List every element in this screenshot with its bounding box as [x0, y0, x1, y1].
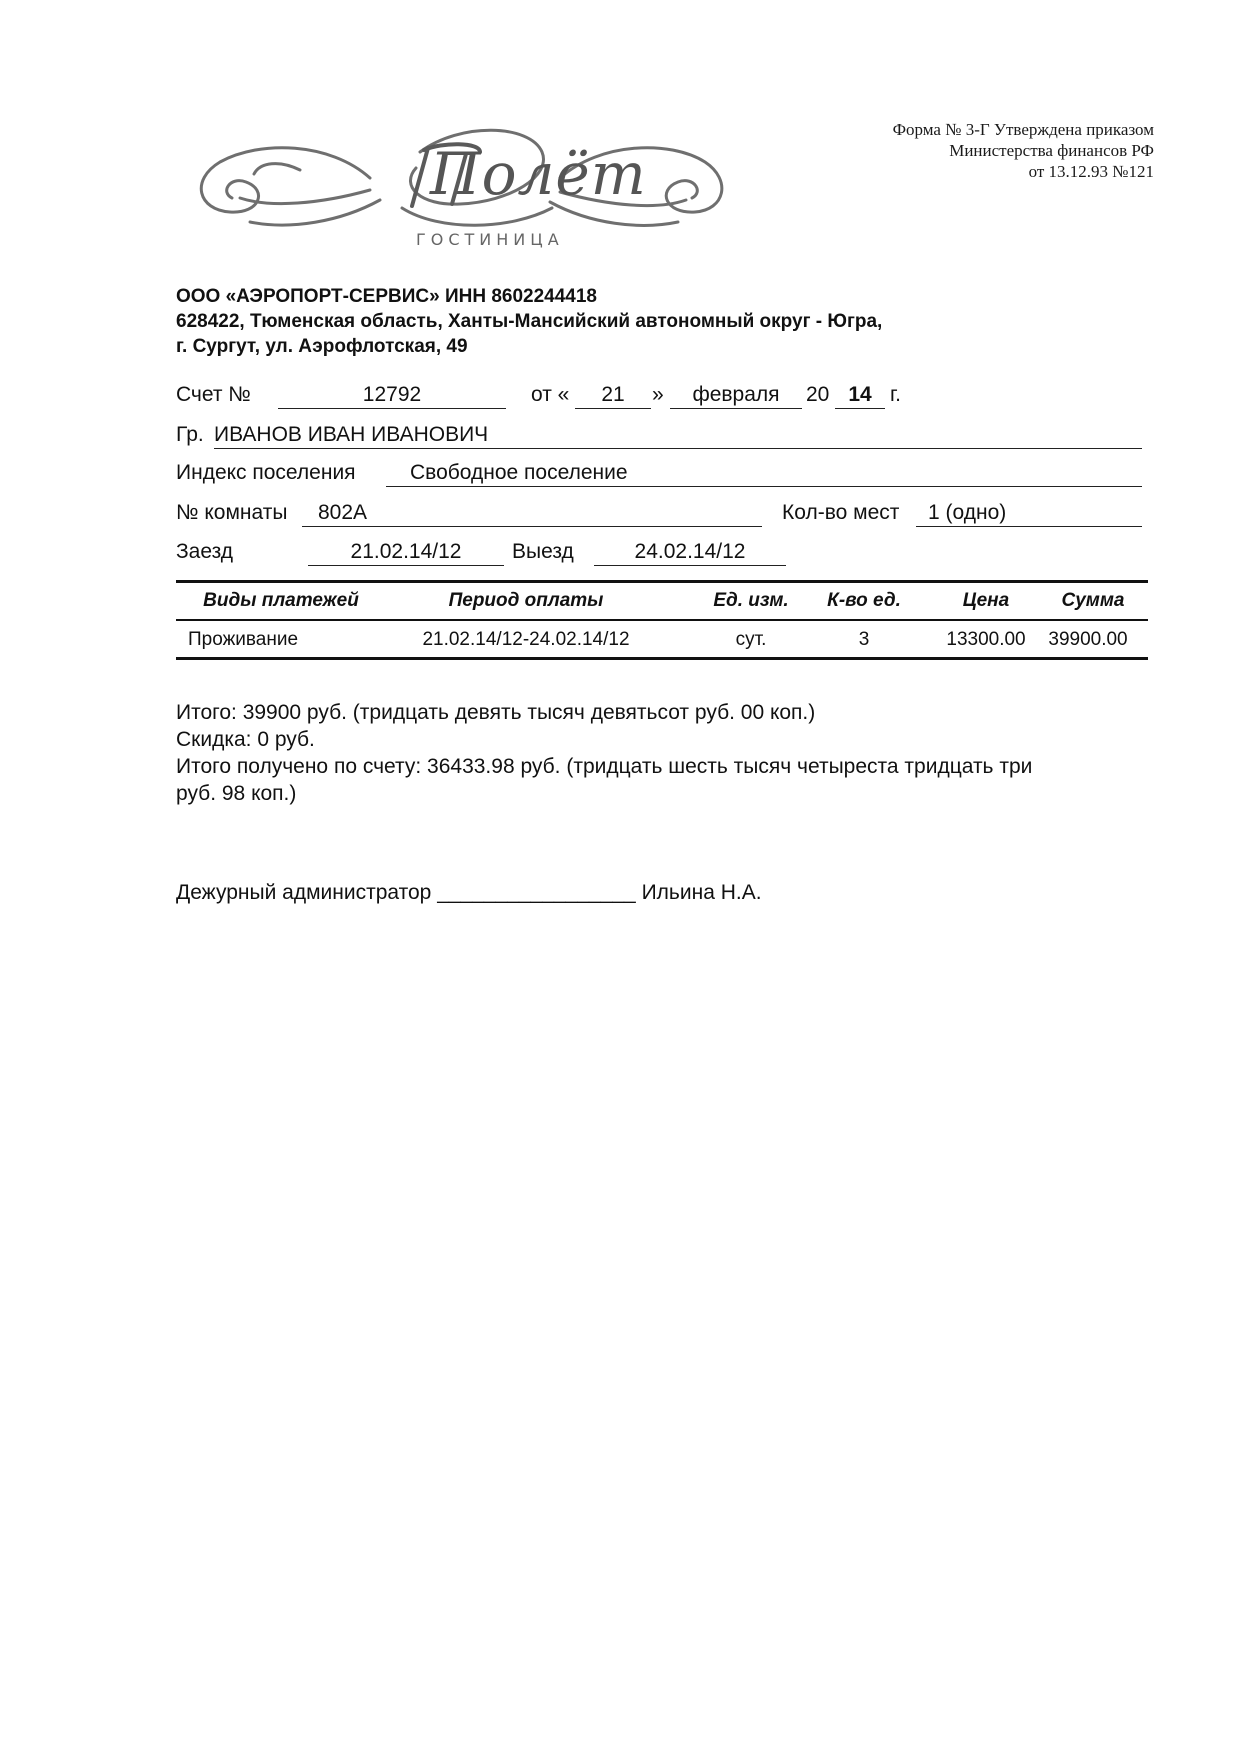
header-price: Цена	[962, 590, 1010, 611]
payment-table	[176, 580, 1148, 660]
checkin-label: Заезд	[176, 540, 234, 563]
signature-blank: _________________	[437, 881, 636, 904]
room-label: № комнаты	[176, 501, 288, 524]
totals-block	[176, 699, 1032, 807]
form-note-line: от 13.12.93 №121	[1028, 162, 1154, 181]
guest-name: ИВАНОВ ИВАН ИВАНОВИЧ	[214, 422, 1142, 449]
form-note-line: Форма № 3-Г Утверждена приказом	[892, 120, 1154, 139]
places-value: 1 (одно)	[916, 500, 1142, 527]
settlement-value: Свободное поселение	[386, 460, 1142, 487]
received-line: Итого получено по счету: 36433.98 руб. (тридцать шесть тысяч четыреста тридцать три	[176, 755, 1033, 778]
checkin-date: 21.02.14/12	[308, 539, 504, 566]
company-name: ООО «АЭРОПОРТ-СЕРВИС» ИНН 8602244418	[176, 286, 597, 307]
discount-line: Скидка: 0 руб.	[176, 728, 315, 751]
cell-quantity: 3	[858, 629, 870, 650]
cell-payment-type: Проживание	[188, 629, 299, 650]
company-address: 628422, Тюменская область, Ханты-Мансийский автономный округ - Югра,	[176, 311, 883, 332]
header-sum: Сумма	[1061, 590, 1125, 611]
signature-line	[176, 881, 762, 905]
checkout-date: 24.02.14/12	[594, 539, 786, 566]
checkout-label: Выезд	[512, 540, 574, 563]
company-street: г. Сургут, ул. Аэрофлотская, 49	[176, 336, 468, 357]
places-label: Кол-во мест	[782, 501, 900, 524]
header-quantity: К-во ед.	[827, 590, 901, 611]
total-line: Итого: 39900 руб. (тридцать девять тысяч девятьсот руб. 00 коп.)	[176, 701, 816, 724]
company-block	[176, 284, 882, 359]
form-note-line: Министерства финансов РФ	[949, 141, 1154, 160]
header-payment-type: Виды платежей	[203, 590, 359, 611]
logo-subtitle: ГОСТИНИЦА	[416, 230, 564, 249]
cell-price: 13300.00	[946, 629, 1026, 650]
cell-sum: 39900.00	[1048, 629, 1128, 650]
invoice-year-prefix: 20	[806, 383, 830, 406]
logo-script-text: Полёт	[430, 140, 647, 208]
cell-unit: сут.	[735, 629, 767, 650]
invoice-year-unit: г.	[890, 383, 901, 406]
invoice-from-label: от «	[531, 383, 570, 406]
signature-label: Дежурный администратор	[176, 881, 432, 904]
invoice-label: Счет №	[176, 383, 251, 406]
cell-payment-period: 21.02.14/12-24.02.14/12	[422, 629, 630, 650]
invoice-day: 21	[575, 382, 651, 409]
header-payment-period: Период оплаты	[448, 590, 604, 611]
guest-label: Гр.	[176, 423, 204, 446]
table-header-row	[176, 583, 1148, 619]
settlement-label: Индекс поселения	[176, 461, 356, 484]
invoice-year-suffix: 14	[835, 382, 885, 409]
header-unit: Ед. изм.	[713, 590, 789, 611]
hotel-logo	[180, 112, 740, 257]
invoice-month: февраля	[670, 382, 802, 409]
signature-name: Ильина Н.А.	[641, 881, 762, 904]
room-number: 802А	[302, 500, 762, 527]
invoice-number: 12792	[278, 382, 506, 409]
table-row	[176, 621, 1148, 657]
form-approval-note	[893, 119, 1154, 182]
invoice-quote-close: »	[652, 383, 664, 406]
received-line-continued: руб. 98 коп.)	[176, 782, 297, 805]
table-bottom-rule	[176, 657, 1148, 660]
